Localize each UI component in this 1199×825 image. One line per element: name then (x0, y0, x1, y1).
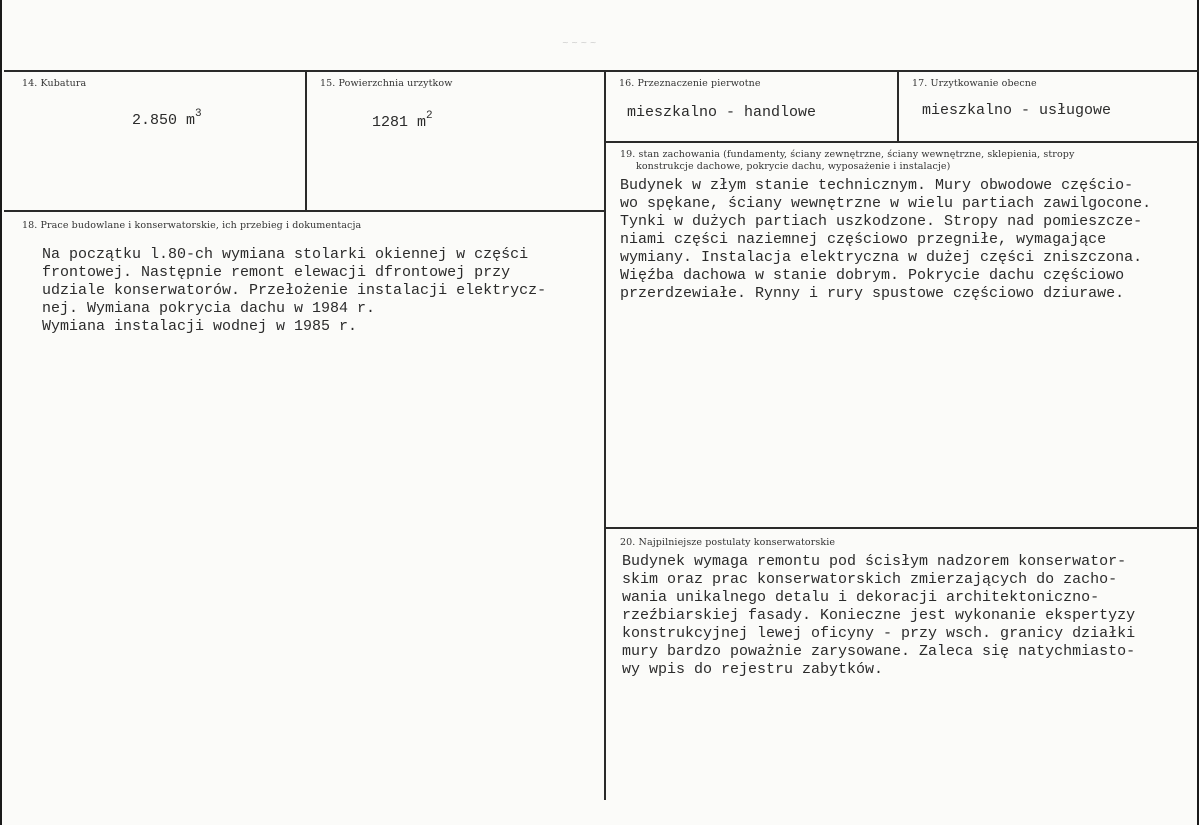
stan-line: niami części naziemnej częściowo przegniłe, wymagające (620, 231, 1107, 248)
stan-line: Więźba dachowa w stanie dobrym. Pokrycie dachu częściowo (620, 267, 1125, 284)
top-rule (4, 70, 1199, 72)
stan-line: Tynki w dużych partiach uszkodzone. Stropy nad pomieszcze- (620, 213, 1143, 230)
prace-label: 18. Prace budowlane i konserwatorskie, ich przebieg i dokumentacja (22, 220, 362, 231)
stan-label-line2: konstrukcje dachowe, pokrycie dachu, wyposażenie i instalacje) (636, 161, 951, 172)
przeznaczenie-label: 16. Przeznaczenie pierwotne (619, 78, 761, 89)
postulaty-line: mury bardzo poważnie zarysowane. Zaleca się natychmiasto- (622, 643, 1136, 660)
powierzchnia-label: 15. Powierzchnia urzytkow (320, 78, 453, 89)
stan-text (620, 177, 1151, 303)
divider-14-15 (305, 70, 307, 212)
rule-under-14-15 (4, 210, 606, 212)
prace-line: Na początku l.80-ch wymiana stolarki okiennej w części (42, 246, 529, 263)
urzytkowanie-value: mieszkalno - usługowe (922, 102, 1112, 119)
przeznaczenie-value: mieszkalno - handlowe (627, 104, 817, 121)
prace-line: Wymiana instalacji wodnej w 1985 r. (42, 318, 358, 335)
postulaty-line: Budynek wymaga remontu pod ścisłym nadzorem konserwator- (622, 553, 1127, 570)
postulaty-line: wania unikalnego detalu i dekoracji architektoniczno- (622, 589, 1100, 606)
postulaty-line: rzeźbiarskiej fasady. Konieczne jest wykonanie ekspertyzy (622, 607, 1136, 624)
kubatura-value: 2.850 $m^3$ (132, 108, 202, 129)
stan-label-line1: 19. stan zachowania (fundamenty, ściany zewnętrzne, ściany wewnętrzne, sklepienia, stropy (620, 149, 1075, 160)
prace-line: frontowej. Następnie remont elewacji dfrontowej przy (42, 264, 511, 281)
prace-line: udziale konserwatorów. Przełożenie instalacji elektrycz- (42, 282, 547, 299)
postulaty-text (622, 553, 1135, 679)
rule-under-19 (606, 527, 1199, 529)
divider-16-17 (897, 70, 899, 142)
stan-line: wo spękane, ściany wewnętrzne w wielu partiach zawilgocone. (620, 195, 1152, 212)
rule-under-16-17 (606, 141, 1199, 143)
postulaty-line: konstrukcyjnej lewej oficyny - przy wsch. granicy działki (622, 625, 1136, 642)
kubatura-label: 14. Kubatura (22, 78, 87, 89)
stan-line: Budynek w złym stanie technicznym. Mury obwodowe częścio- (620, 177, 1134, 194)
stan-line: przerdzewiałe. Rynny i rury spustowe częściowo dziurawe. (620, 285, 1125, 302)
prace-line: nej. Wymiana pokrycia dachu w 1984 r. (42, 300, 376, 317)
postulaty-label: 20. Najpilniejsze postulaty konserwatorskie (620, 537, 836, 548)
postulaty-line: wy wpis do rejestru zabytków. (622, 661, 884, 678)
powierzchnia-value: 1281 $m^2$ (372, 110, 433, 131)
urzytkowanie-label: 17. Urzytkowanie obecne (912, 78, 1037, 89)
faint-artifact: ~ ~ ~ ~ (562, 38, 597, 47)
postulaty-line: skim oraz prac konserwatorskich zmierzających do zacho- (622, 571, 1118, 588)
center-divider (604, 70, 606, 800)
prace-text (42, 246, 546, 336)
stan-line: wymiany. Instalacja elektryczna w dużej części zniszczona. (620, 249, 1143, 266)
